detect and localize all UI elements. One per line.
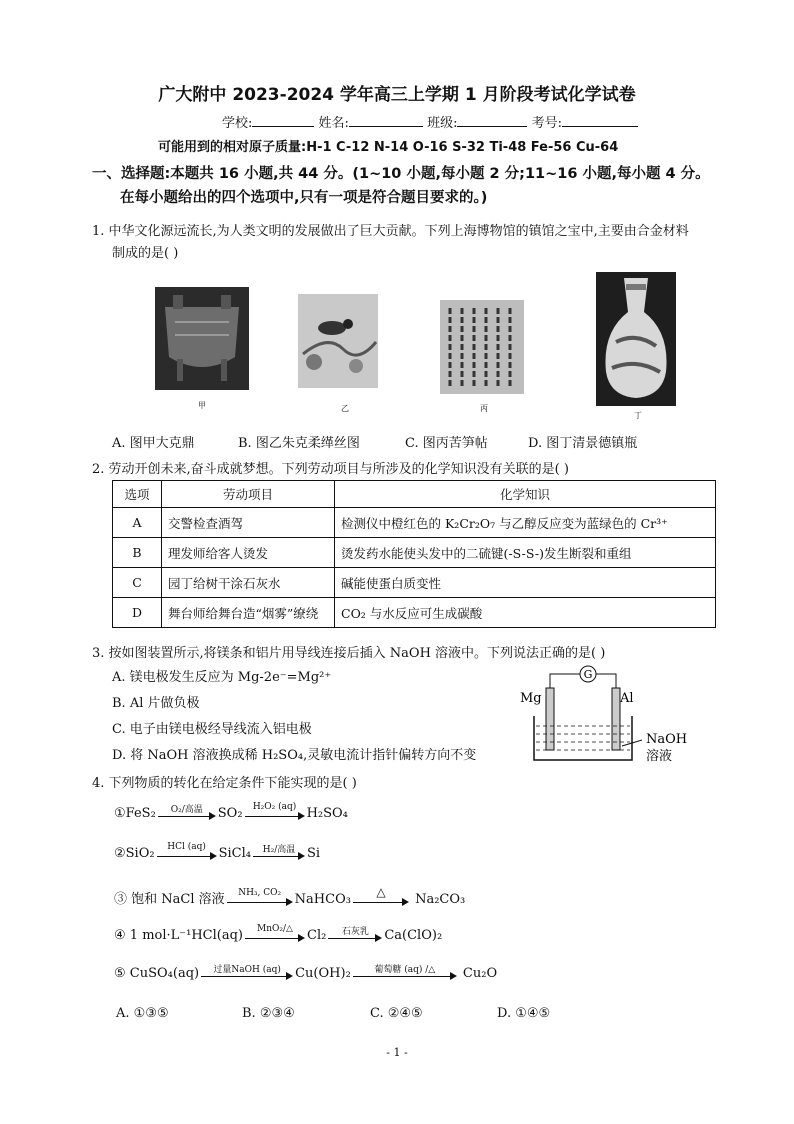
reaction-1-condition-1: O₂/高温 [170, 804, 203, 815]
table-cell-knowledge: 碱能使蛋白质变性 [335, 568, 716, 598]
name-label: 姓名: [318, 116, 349, 131]
reaction-2 [114, 841, 321, 861]
reaction-4-num: ④ [114, 928, 126, 943]
reaction-arrow [245, 801, 305, 821]
reaction-1-end: H₂SO₄ [306, 806, 348, 821]
reaction-4-end: Ca(ClO)₂ [384, 928, 443, 943]
q1-stem-line1: 1. 中华文化源远流长,为人类文明的发展做出了巨大贡献。下列上海博物馆的镇馆之宝中,主要由合金材料 [92, 224, 689, 239]
reaction-2-condition-2: H₂/高温 [262, 844, 296, 855]
reaction-3 [114, 884, 466, 907]
caption-jia: 甲 [198, 401, 206, 410]
atomic-masses: 可能用到的相对原子质量:H-1 C-12 N-14 O-16 S-32 Ti-48 Fe-56 Cu-64 [158, 140, 619, 155]
exam-no-blank [562, 114, 638, 127]
reaction-arrow [328, 926, 382, 943]
reaction-arrow [353, 884, 409, 907]
table-cell-labor: 理发师给客人烫发 [162, 538, 335, 568]
reaction-3-start: 饱和 NaCl 溶液 [131, 892, 225, 907]
caption-bing: 丙 [480, 404, 488, 413]
table-cell-knowledge: CO₂ 与水反应可生成碳酸 [335, 598, 716, 628]
galvanic-cell-diagram [510, 660, 710, 770]
q3-option-d[interactable]: D. 将 NaOH 溶液换成稀 H₂SO₄,灵敏电流计指针偏转方向不变 [112, 748, 477, 763]
student-info-line [222, 112, 638, 131]
image-silk-tapestry [298, 294, 378, 388]
al-label: Al [620, 691, 634, 706]
table-header-knowledge: 化学知识 [335, 481, 716, 508]
table-header-labor: 劳动项目 [162, 481, 335, 508]
q1-option-c[interactable]: C. 图丙苦笋帖 [405, 436, 488, 451]
table-cell-labor: 园丁给树干涂石灰水 [162, 568, 335, 598]
solution-label-naoh: NaOH [646, 732, 688, 747]
solution-label-text: 溶液 [646, 749, 673, 764]
reaction-4 [114, 923, 443, 943]
school-blank [252, 114, 314, 127]
reaction-5-condition-1: 过量NaOH (aq) [213, 964, 281, 975]
q2-table [112, 480, 716, 628]
table-cell-option: C [113, 568, 162, 598]
q1-stem-line2: 制成的是( ) [112, 246, 179, 261]
q3-option-b[interactable]: B. Al 片做负极 [112, 696, 200, 711]
reaction-2-num: ② [114, 846, 126, 861]
class-label: 班级: [427, 116, 458, 131]
reaction-2-condition-1: HCl (aq) [167, 841, 206, 852]
reaction-2-mid: SiCl₄ [218, 846, 251, 861]
reaction-1-condition-2: H₂O₂ (aq) [252, 801, 297, 812]
table-header-row [113, 481, 716, 508]
page-number: - 1 - [386, 1046, 408, 1059]
reaction-2-end: Si [306, 846, 321, 861]
section-heading-line2: 在每小题给出的四个选项中,只有一项是符合题目要求的。) [120, 190, 488, 206]
galvanometer-label: G [583, 668, 593, 681]
reaction-4-condition-2: 石灰乳 [341, 926, 369, 937]
reaction-1 [114, 801, 348, 821]
reaction-3-mid: NaHCO₃ [294, 892, 351, 907]
q1-option-a[interactable]: A. 图甲大克鼎 [112, 436, 195, 451]
reaction-5-end: Cu₂O [462, 966, 498, 981]
table-row[interactable] [113, 538, 716, 568]
section-heading-line1: 一、选择题:本题共 16 小题,共 44 分。(1~10 小题,每小题 2 分;11~16 小题,每小题 4 分。 [92, 166, 710, 182]
q3-option-a[interactable]: A. 镁电极发生反应为 Mg-2e⁻=Mg²⁺ [112, 670, 332, 685]
reaction-arrow [253, 844, 305, 861]
reaction-3-condition-2: △ [376, 884, 386, 899]
table-cell-knowledge: 烫发药水能使头发中的二硫键(-S-S-)发生断裂和重组 [335, 538, 716, 568]
q4-option-c[interactable]: C. ②④⑤ [370, 1006, 423, 1021]
reaction-2-start: SiO₂ [125, 846, 155, 861]
school-label: 学校: [222, 116, 253, 131]
q4-option-b[interactable]: B. ②③④ [242, 1006, 295, 1021]
q4-stem: 4. 下列物质的转化在给定条件下能实现的是( ) [92, 776, 357, 791]
reaction-arrow [158, 804, 216, 821]
q1-option-b[interactable]: B. 图乙朱克柔缂丝图 [238, 436, 360, 451]
reaction-3-condition-1: NH₃, CO₂ [238, 887, 282, 898]
reaction-arrow [353, 964, 457, 981]
reaction-3-end: Na₂CO₃ [415, 892, 466, 907]
reaction-arrow [245, 923, 305, 943]
reaction-4-condition-1: MnO₂/△ [257, 923, 293, 934]
table-header-option: 选项 [113, 481, 162, 508]
reaction-3-num: ③ [114, 892, 128, 907]
q4-option-a[interactable]: A. ①③⑤ [116, 1006, 169, 1021]
table-cell-option: A [113, 508, 162, 538]
caption-yi: 乙 [341, 404, 349, 413]
caption-ding: 丁 [634, 411, 642, 420]
q2-stem: 2. 劳动开创未来,奋斗成就梦想。下列劳动项目与所涉及的化学知识没有关联的是( ) [92, 462, 569, 477]
table-cell-option: B [113, 538, 162, 568]
reaction-5-mid: Cu(OH)₂ [295, 966, 351, 981]
reaction-5-num: ⑤ [114, 966, 126, 981]
reaction-5-start: CuSO₄(aq) [129, 966, 200, 981]
table-cell-labor: 舞台师给舞台造“烟雾”缭绕 [162, 598, 335, 628]
class-blank [457, 114, 527, 127]
q3-option-c[interactable]: C. 电子由镁电极经导线流入铝电极 [112, 722, 312, 737]
table-row[interactable] [113, 568, 716, 598]
exam-no-label: 考号: [531, 116, 562, 131]
reaction-1-start: FeS₂ [125, 806, 156, 821]
reaction-5-condition-2: 葡萄糖 (aq) /△ [374, 964, 436, 975]
mg-label: Mg [520, 691, 542, 706]
table-cell-knowledge: 检测仪中橙红色的 K₂Cr₂O₇ 与乙醇反应变为蓝绿色的 Cr³⁺ [335, 508, 716, 538]
name-blank [349, 114, 423, 127]
table-row[interactable] [113, 598, 716, 628]
reaction-5 [114, 966, 497, 981]
table-cell-option: D [113, 598, 162, 628]
q4-option-d[interactable]: D. ①④⑤ [497, 1006, 551, 1021]
reaction-arrow [227, 887, 293, 907]
table-cell-labor: 交警检查酒驾 [162, 508, 335, 538]
page-title: 广大附中 2023-2024 学年高三上学期 1 月阶段考试化学试卷 [158, 85, 636, 105]
q3-stem: 3. 按如图装置所示,将镁条和铝片用导线连接后插入 NaOH 溶液中。下列说法正确的是( ) [92, 646, 606, 661]
reaction-4-mid: Cl₂ [307, 928, 327, 943]
reaction-4-start: 1 mol·L⁻¹HCl(aq) [129, 928, 244, 943]
table-row[interactable] [113, 508, 716, 538]
image-bronze-ding [155, 287, 249, 390]
image-porcelain-vase [596, 272, 676, 406]
reaction-arrow [157, 841, 217, 861]
reaction-1-num: ① [114, 806, 126, 821]
image-calligraphy [440, 300, 524, 394]
reaction-1-mid: SO₂ [217, 806, 243, 821]
q1-option-d[interactable]: D. 图丁清景德镇瓶 [528, 436, 638, 451]
reaction-arrow [201, 964, 293, 981]
